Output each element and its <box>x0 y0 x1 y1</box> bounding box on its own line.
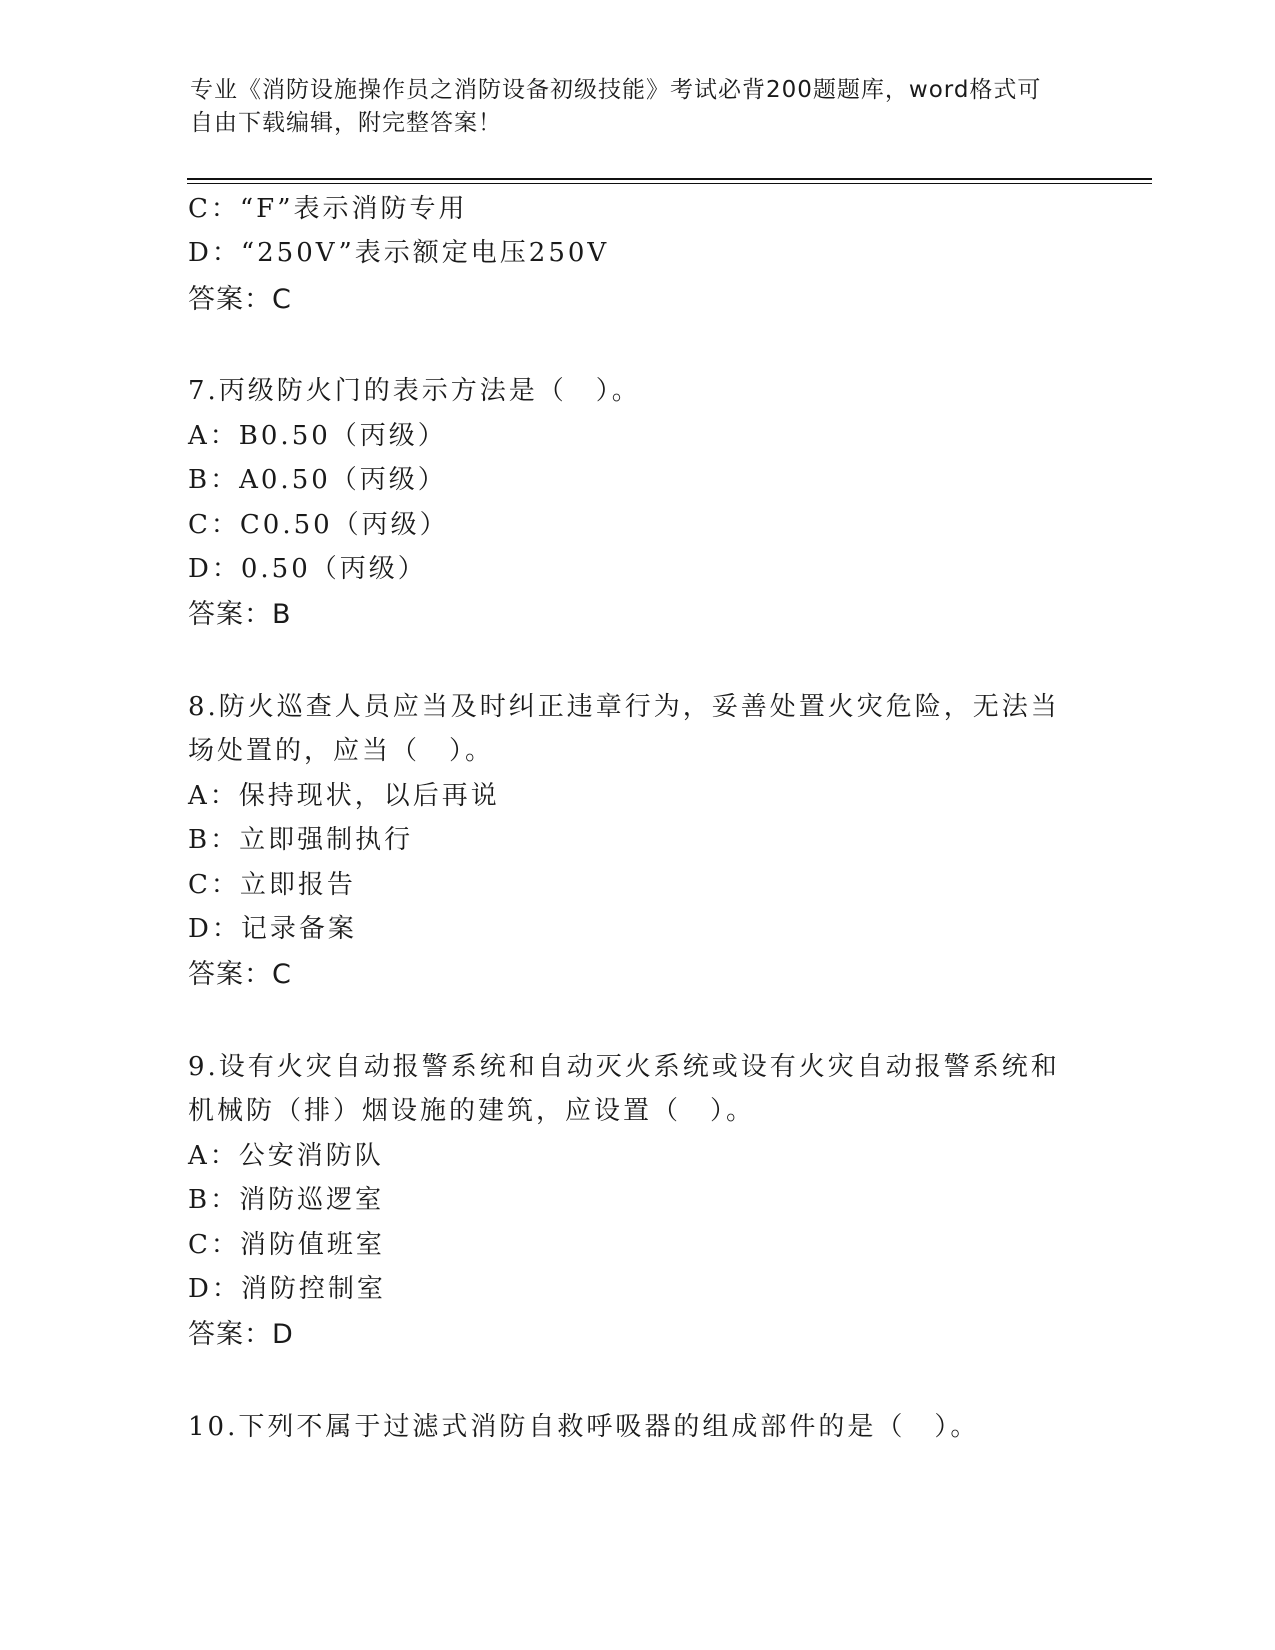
q9-option-d: D：消防控制室 <box>188 1274 386 1304</box>
q9-option-c: C：消防值班室 <box>188 1230 385 1260</box>
q7-option-a: A：B0.50（丙级） <box>188 421 447 451</box>
q7-stem: 7.丙级防火门的表示方法是（ ）。 <box>188 376 641 406</box>
q8-option-a: A：保持现状，以后再说 <box>188 781 500 811</box>
q8-option-d: D：记录备案 <box>188 914 357 944</box>
q7-option-b: B：A0.50（丙级） <box>188 465 447 495</box>
q8-stem-line-2: 场处置的，应当（ ）。 <box>188 736 495 766</box>
header-divider-thin <box>187 183 1152 184</box>
document-header <box>190 74 1070 140</box>
q7-answer: 答案：B <box>188 599 292 630</box>
q8-option-b: B：立即强制执行 <box>188 825 414 855</box>
q9-option-b: B：消防巡逻室 <box>188 1185 385 1215</box>
header-line-2: 自由下载编辑，附完整答案！ <box>190 110 502 136</box>
q7-option-d: D：0.50（丙级） <box>188 554 427 584</box>
q6-answer: 答案：C <box>188 284 292 315</box>
q9-stem-line-1: 9.设有火灾自动报警系统和自动灭火系统或设有火灾自动报警系统和 <box>188 1052 1060 1082</box>
q9-answer: 答案：D <box>188 1319 294 1350</box>
header-divider-thick <box>187 178 1152 180</box>
q8-answer: 答案：C <box>188 959 292 990</box>
q9-option-a: A：公安消防队 <box>188 1141 384 1171</box>
q6-option-c: C：“F”表示消防专用 <box>188 194 468 224</box>
q8-stem-line-1: 8.防火巡查人员应当及时纠正违章行为，妥善处置火灾危险，无法当 <box>188 692 1060 722</box>
q8-option-c: C：立即报告 <box>188 870 356 900</box>
q6-option-d: D：“250V”表示额定电压250V <box>188 238 610 268</box>
q10-stem: 10.下列不属于过滤式消防自救呼吸器的组成部件的是（ ）。 <box>188 1412 980 1442</box>
q7-option-c: C：C0.50（丙级） <box>188 510 449 540</box>
q9-stem-line-2: 机械防（排）烟设施的建筑，应设置（ ）。 <box>188 1096 756 1126</box>
header-line-1: 专业《消防设施操作员之消防设备初级技能》考试必背200题题库，word格式可 <box>190 77 1042 103</box>
